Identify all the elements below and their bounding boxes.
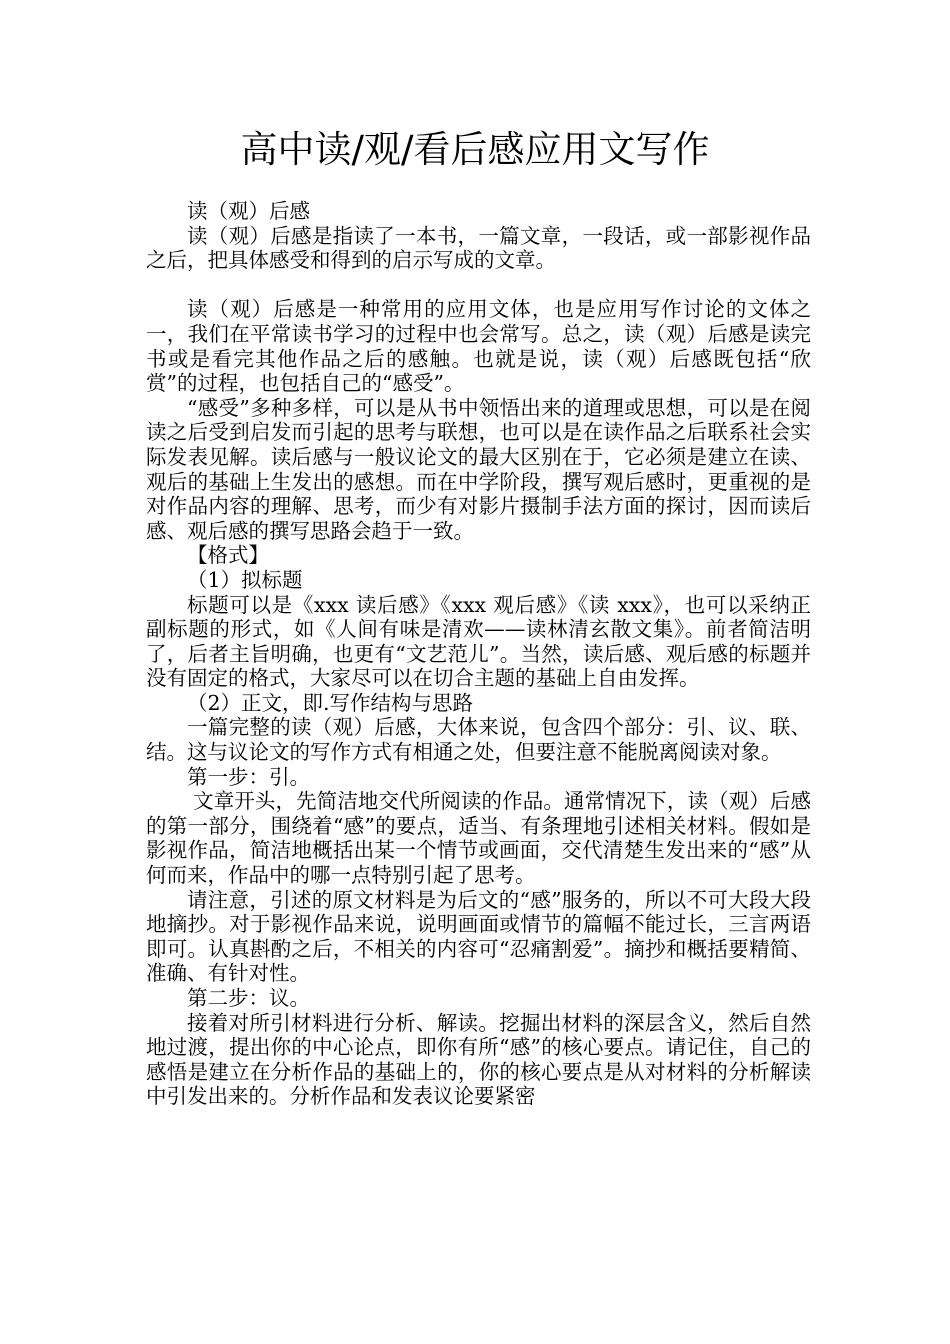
- section-heading-intro: 读（观）后感: [187, 199, 310, 223]
- paragraph-definition: 读（观）后感是指读了一本书，一篇文章，一段话，或一部影视作品之后，把具体感受和得到的启示写成的文章。: [146, 223, 811, 273]
- paragraph-genre: 读（观）后感是一种常用的应用文体，也是应用写作讨论的文体之一，我们在平常读书学习的过程中也会常写。总之，读（观）后感是读完书或是看完其他作品之后的感触。也就是说，读（观）后感既包括“欣赏”的过程，也包括自己的“感受”。: [146, 297, 811, 396]
- paragraph-feelings: “感受”多种多样，可以是从书中领悟出来的道理或思想，可以是在阅读之后受到启发而引起的思考与联想，也可以是在读作品之后联系社会实际发表见解。读后感与一般议论文的最大区别在于，它必须是建立在读、观后的基础上生发出的感想。而在中学阶段，撰写观后感时，更重视的是对作品内容的理解、思考，而少有对影片摄制手法方面的探讨，因而读后感、观后感的撰写思路会趋于一致。: [146, 395, 811, 543]
- paragraph-four-parts: 一篇完整的读（观）后感，大体来说，包含四个部分：引、议、联、结。这与议论文的写作方式有相通之处，但要注意不能脱离阅读对象。: [146, 715, 811, 765]
- step-heading-two: 第二步：议。: [187, 986, 310, 1010]
- subheading-title: （1）拟标题: [187, 567, 303, 592]
- document-body: [146, 199, 811, 1109]
- paragraph-title-rules: 标题可以是《xxx 读后感》《xxx 观后感》《读 xxx》，也可以采纳正副标题的形式，如《人间有味是清欢——读林清玄散文集》。前者简洁明了，后者主旨明确，也更有“文艺范儿”。当然，读后感、观后感的标题并没有固定的格式，大家尽可以在切合主题的基础上自由发挥。: [146, 592, 811, 691]
- step-heading-one: 第一步：引。: [187, 764, 310, 789]
- paragraph-quote-note: 请注意，引述的原文材料是为后文的“感”服务的，所以不可大段大段地摘抄。对于影视作品来说，说明画面或情节的篇幅不能过长，三言两语即可。认真斟酌之后，不相关的内容可“忍痛割爱”。摘抄和概括要精简、准确、有针对性。: [146, 887, 811, 986]
- subheading-body-structure: （2）正文，即.写作结构与思路: [187, 690, 474, 715]
- paragraph-step-one: 文章开头，先简洁地交代所阅读的作品。通常情况下，读（观）后感的第一部分，围绕着“感”的要点，适当、有条理地引述相关材料。假如是影视作品，简洁地概括出某一个情节或画面，交代清楚生发出来的“感”从何而来，作品中的哪一点特别引起了思考。: [146, 789, 811, 888]
- section-heading-format: 【格式】: [187, 543, 269, 568]
- blank-line: [146, 273, 811, 298]
- paragraph-step-two: 接着对所引材料进行分析、解读。挖掘出材料的深层含义，然后自然地过渡，提出你的中心论点，即你有所“感”的核心要点。请记住，自己的感悟是建立在分析作品的基础上的，你的核心要点是从对材料的分析解读中引发出来的。分析作品和发表议论要紧密: [146, 1010, 811, 1109]
- document-title: 高中读/观/看后感应用文写作: [240, 128, 710, 171]
